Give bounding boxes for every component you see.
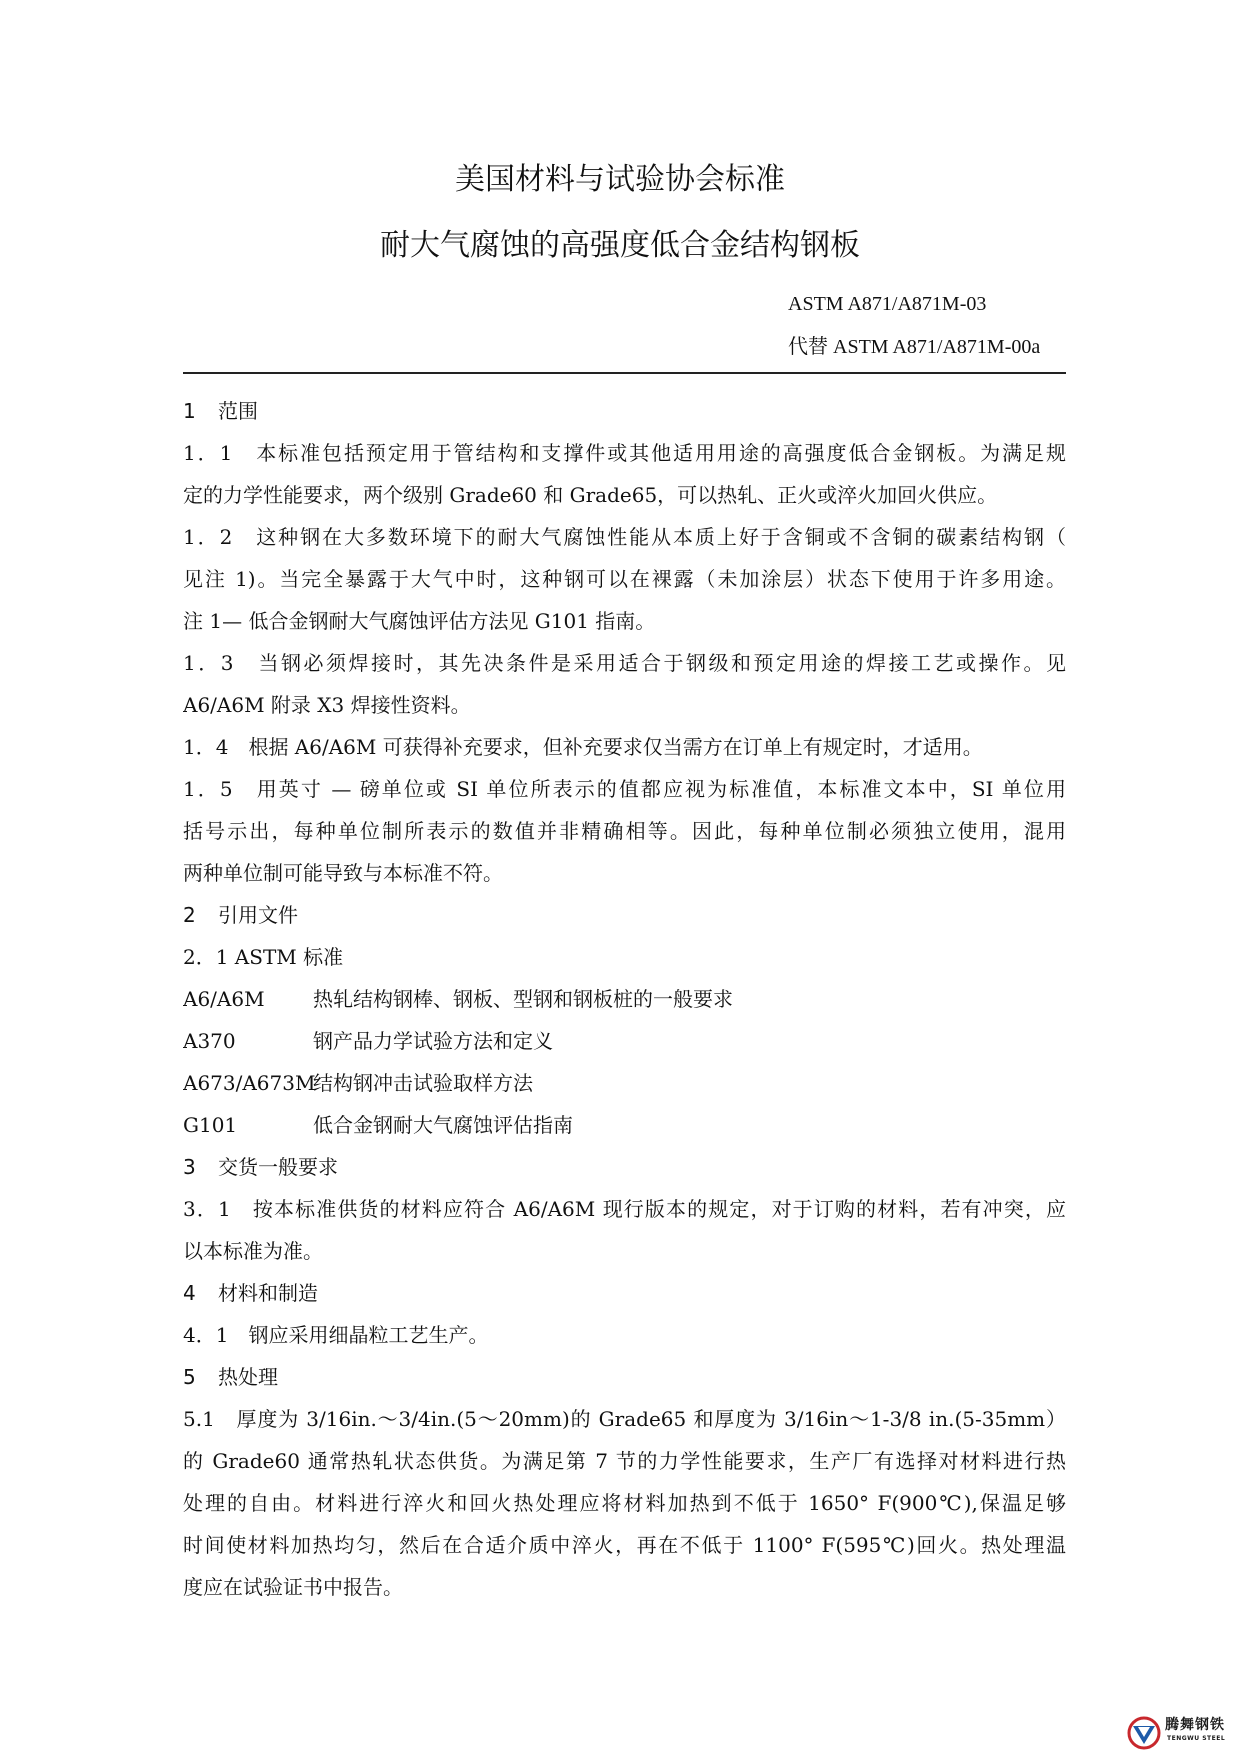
reference-title: 钢产品力学试验方法和定义 bbox=[313, 1029, 553, 1053]
paragraph-1-1-line: 定的力学性能要求，两个级别 Grade60 和 Grade65，可以热轧、正火或淬火加回火供应。 bbox=[183, 483, 998, 507]
paragraph-3-1-line: 以本标准为准。 bbox=[183, 1239, 323, 1263]
standard-number: ASTM A871/A871M-03 bbox=[788, 293, 987, 315]
reference-row bbox=[183, 1062, 1066, 1104]
paragraph-1-5-line: 1．5 用英寸 — 磅单位或 SI 单位所表示的值都应视为标准值，本标准文本中，SI 单位用 bbox=[183, 777, 1066, 801]
paragraph-1-2-line: 见注 1)。当完全暴露于大气中时，这种钢可以在裸露（未加涂层）状态下使用于许多用途。 bbox=[183, 567, 1066, 591]
paragraph-5-1-line: 度应在试验证书中报告。 bbox=[183, 1575, 403, 1599]
reference-title: 低合金钢耐大气腐蚀评估指南 bbox=[313, 1113, 573, 1137]
subsection-astm-standards: 2．1 ASTM 标准 bbox=[183, 945, 344, 969]
paragraph-1-4: 1．4 根据 A6/A6M 可获得补充要求，但补充要求仅当需方在订单上有规定时，才适用。 bbox=[183, 735, 983, 759]
logo-name-cn: 腾舞钢铁 bbox=[1165, 1717, 1225, 1733]
paragraph-1-1-line: 1．1 本标准包括预定用于管结构和支撑件或其他适用用途的高强度低合金钢板。为满足规 bbox=[183, 441, 1066, 465]
paragraph-1-5-line: 括号示出，每种单位制所表示的数值并非精确相等。因此，每种单位制必须独立使用，混用 bbox=[183, 819, 1066, 843]
reference-row bbox=[183, 978, 1066, 1020]
section-heading-materials: 4 材料和制造 bbox=[183, 1281, 318, 1305]
paragraph-4-1: 4．1 钢应采用细晶粒工艺生产。 bbox=[183, 1323, 489, 1347]
paragraph-1-3-line: 1．3 当钢必须焊接时，其先决条件是采用适合于钢级和预定用途的焊接工艺或操作。见 bbox=[183, 651, 1066, 675]
reference-row bbox=[183, 1020, 1066, 1062]
document-title: 美国材料与试验协会标准 bbox=[455, 162, 785, 197]
reference-title: 热轧结构钢棒、钢板、型钢和钢板桩的一般要求 bbox=[313, 987, 733, 1011]
section-heading-delivery: 3 交货一般要求 bbox=[183, 1155, 338, 1179]
note-1: 注 1— 低合金钢耐大气腐蚀评估方法见 G101 指南。 bbox=[183, 609, 656, 633]
reference-code: A370 bbox=[183, 1029, 236, 1053]
document-body bbox=[183, 390, 1066, 1608]
reference-code: G101 bbox=[183, 1113, 238, 1137]
paragraph-5-1-line: 处理的自由。材料进行淬火和回火热处理应将材料加热到不低于 1650° F(900℃),保温足够 bbox=[183, 1491, 1066, 1515]
paragraph-5-1-line: 时间使材料加热均匀，然后在合适介质中淬火，再在不低于 1100° F(595℃)回火。热处理温 bbox=[183, 1533, 1066, 1557]
reference-code: A673/A673M bbox=[183, 1071, 316, 1095]
tengwu-logo-icon bbox=[1127, 1716, 1161, 1750]
paragraph-3-1-line: 3．1 按本标准供货的材料应符合 A6/A6M 现行版本的规定，对于订购的材料，若有冲突，应 bbox=[183, 1197, 1066, 1221]
reference-row bbox=[183, 1104, 1066, 1146]
section-heading-heat-treatment: 5 热处理 bbox=[183, 1365, 278, 1389]
paragraph-1-2-line: 1．2 这种钢在大多数环境下的耐大气腐蚀性能从本质上好于含铜或不含铜的碳素结构钢（ bbox=[183, 525, 1066, 549]
reference-title: 结构钢冲击试验取样方法 bbox=[313, 1071, 533, 1095]
logo-name-en: TENGWU STEEL bbox=[1167, 1735, 1226, 1742]
paragraph-1-3-line: A6/A6M 附录 X3 焊接性资料。 bbox=[183, 693, 471, 717]
paragraph-5-1-line: 的 Grade60 通常热轧状态供货。为满足第 7 节的力学性能要求，生产厂有选择对材料进行热 bbox=[183, 1449, 1066, 1473]
paragraph-1-5-line: 两种单位制可能导致与本标准不符。 bbox=[183, 861, 503, 885]
section-heading-scope: 1 范围 bbox=[183, 399, 258, 423]
header-divider bbox=[183, 372, 1066, 374]
company-logo bbox=[1127, 1712, 1239, 1752]
section-heading-references: 2 引用文件 bbox=[183, 903, 298, 927]
replaces-standard: 代替 ASTM A871/A871M-00a bbox=[788, 336, 1041, 358]
reference-code: A6/A6M bbox=[183, 987, 265, 1011]
paragraph-5-1-line: 5.1 厚度为 3/16in.～3/4in.(5～20mm)的 Grade65 和厚度为 3/16in～1-3/8 in.(5-35mm） bbox=[183, 1407, 1066, 1431]
document-subtitle: 耐大气腐蚀的高强度低合金结构钢板 bbox=[380, 228, 860, 263]
